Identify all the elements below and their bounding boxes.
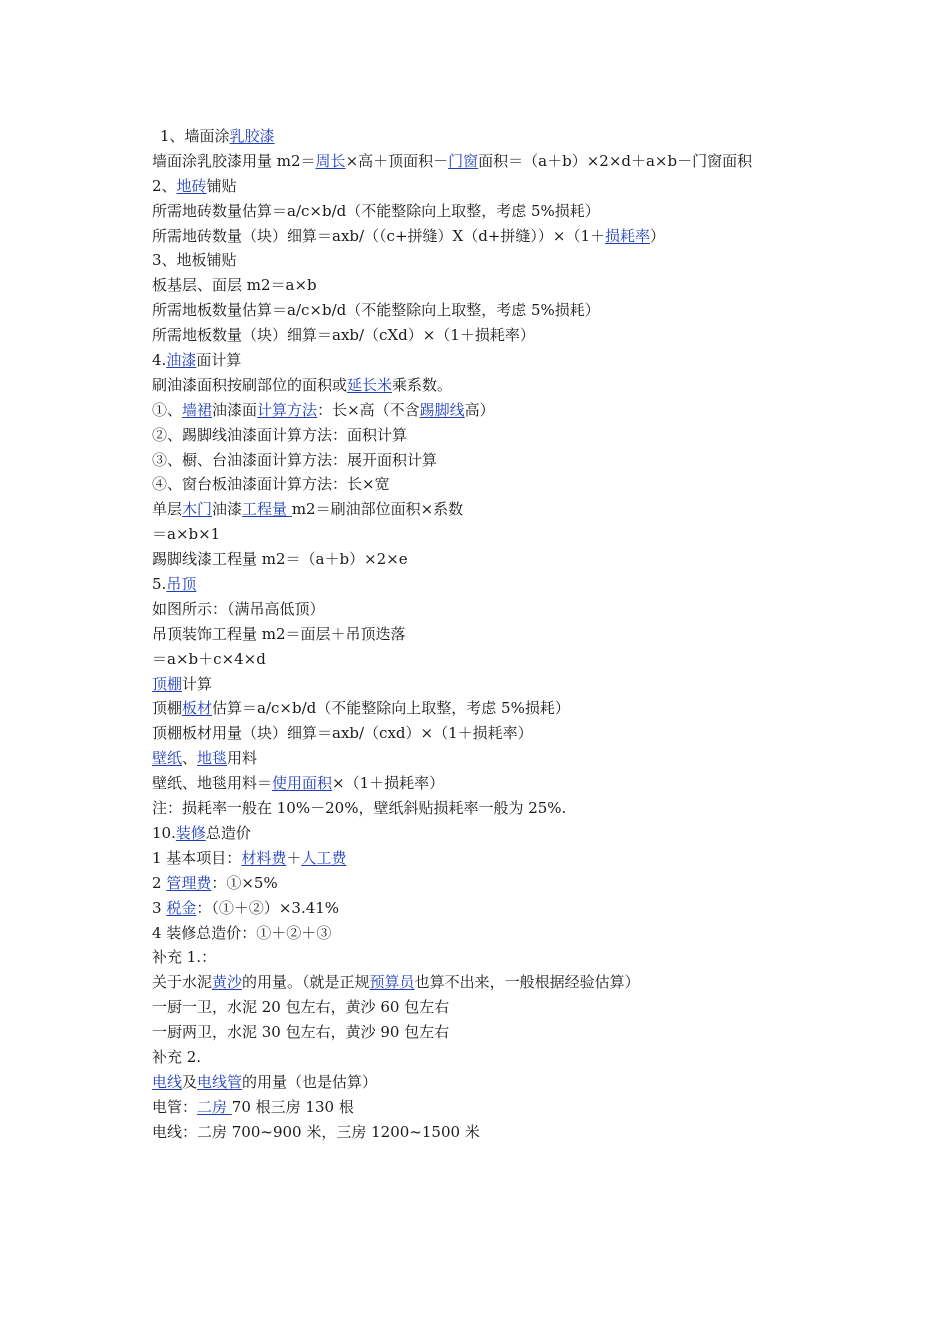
text-line xyxy=(152,995,852,1020)
text-segment: 板基层、面层 m2＝a×b xyxy=(152,276,317,295)
text-segment: ：（①＋②）×3.41% xyxy=(196,898,340,917)
term-link[interactable]: 电线管 xyxy=(197,1072,243,1091)
text-segment: 4 装修总造价：①＋②＋③ xyxy=(152,923,332,942)
text-segment: ③、橱、台油漆面计算方法：展开面积计算 xyxy=(152,450,438,469)
text-line xyxy=(152,1095,852,1120)
term-link[interactable]: 踢脚线 xyxy=(419,400,465,419)
text-segment: 高） xyxy=(464,400,495,419)
text-line xyxy=(152,622,852,647)
text-segment: 乘系数。 xyxy=(392,375,453,394)
text-line xyxy=(152,1045,852,1070)
text-segment: 面积＝（a＋b）×2×d＋a×b－门窗面积 xyxy=(478,151,753,170)
term-link[interactable]: 木门 xyxy=(182,500,213,519)
text-segment: ＝a×b×1 xyxy=(152,525,221,544)
text-segment: 补充 2. xyxy=(152,1047,202,1066)
text-segment: 电管： xyxy=(152,1097,198,1116)
text-line xyxy=(152,199,852,224)
text-line xyxy=(152,472,852,497)
text-segment: 注：损耗率一般在 10%－20%，壁纸斜贴损耗率一般为 25%. xyxy=(152,799,567,818)
text-line xyxy=(152,647,852,672)
term-link[interactable]: 墙裙 xyxy=(182,400,213,419)
term-link[interactable]: 板材 xyxy=(182,699,213,718)
text-segment: ①、 xyxy=(152,400,183,419)
text-segment: 一厨两卫，水泥 30 包左右，黄沙 90 包左右 xyxy=(152,1023,450,1042)
term-link[interactable]: 人工费 xyxy=(301,848,347,867)
text-line xyxy=(152,174,852,199)
text-segment: ×高＋顶面积－ xyxy=(345,151,449,170)
text-line xyxy=(152,821,852,846)
text-line xyxy=(152,124,852,149)
text-segment: 也算不出来，一般根据经验估算） xyxy=(414,973,640,992)
text-segment: 油漆面 xyxy=(212,400,258,419)
text-segment: 顶棚 xyxy=(152,699,183,718)
text-line xyxy=(152,921,852,946)
text-segment: 墙面涂乳胶漆用量 m2＝ xyxy=(152,151,316,170)
term-link[interactable]: 延长米 xyxy=(347,375,393,394)
text-line xyxy=(152,373,852,398)
term-link[interactable]: 二房 xyxy=(197,1097,232,1116)
text-line xyxy=(152,597,852,622)
term-link[interactable]: 地砖 xyxy=(176,176,207,195)
text-line xyxy=(152,348,852,373)
term-link[interactable]: 门窗 xyxy=(448,151,479,170)
text-segment: 1 基本项目： xyxy=(152,848,242,867)
text-line xyxy=(152,572,852,597)
text-segment: 10. xyxy=(152,823,176,842)
text-segment: m2＝刷油部位面积×系数 xyxy=(291,500,464,519)
text-segment: 70 根三房 130 根 xyxy=(231,1097,354,1116)
text-segment: 吊顶装饰工程量 m2＝面层＋吊顶迭落 xyxy=(152,624,406,643)
text-segment: 顶棚板材用量（块）细算＝axb/（cxd）×（1＋损耗率） xyxy=(152,724,533,743)
text-line xyxy=(152,547,852,572)
text-segment: 所需地砖数量估算＝a/c×b/d（不能整除向上取整，考虑 5%损耗） xyxy=(152,201,600,220)
text-segment: 踢脚线漆工程量 m2＝（a＋b）×2×e xyxy=(152,550,408,569)
term-link[interactable]: 周长 xyxy=(315,151,346,170)
text-segment: 壁纸、地毯用料＝ xyxy=(152,774,273,793)
text-segment: 如图所示：（满吊高低顶） xyxy=(152,599,325,618)
text-segment: 油漆 xyxy=(212,500,243,519)
term-link[interactable]: 材料费 xyxy=(241,848,287,867)
term-link[interactable]: 税金 xyxy=(166,898,197,917)
text-line xyxy=(152,1070,852,1095)
text-line xyxy=(152,273,852,298)
term-link[interactable]: 装修 xyxy=(175,823,206,842)
text-segment: 总造价 xyxy=(205,823,251,842)
text-segment: 用料 xyxy=(227,749,258,768)
text-segment: 一厨一卫，水泥 20 包左右，黄沙 60 包左右 xyxy=(152,998,450,1017)
text-line xyxy=(152,398,852,423)
text-line xyxy=(152,796,852,821)
text-segment: ＋ xyxy=(286,848,302,867)
text-segment: ） xyxy=(650,226,666,245)
text-line xyxy=(152,746,852,771)
text-segment: 电线：二房 700~900 米，三房 1200~1500 米 xyxy=(152,1122,480,1141)
text-line xyxy=(152,721,852,746)
text-segment: 5. xyxy=(152,575,167,594)
term-link[interactable]: 地毯 xyxy=(197,749,228,768)
text-line xyxy=(152,672,852,697)
term-link[interactable]: 工程量 xyxy=(242,500,292,519)
term-link[interactable]: 油漆 xyxy=(166,351,197,370)
text-line xyxy=(152,945,852,970)
term-link[interactable]: 黄沙 xyxy=(212,973,243,992)
text-segment: 的用量（也是估算） xyxy=(242,1072,378,1091)
text-line xyxy=(152,149,852,174)
text-segment: 所需地砖数量（块）细算＝axb/（（c+拼缝）X（d+拼缝））×（1＋ xyxy=(152,226,605,245)
document-body xyxy=(152,124,852,1145)
text-line xyxy=(152,696,852,721)
text-segment: 计算 xyxy=(182,674,213,693)
term-link[interactable]: 顶棚 xyxy=(152,674,183,693)
term-link[interactable]: 预算员 xyxy=(369,973,415,992)
text-segment: 估算＝a/c×b/d（不能整除向上取整，考虑 5%损耗） xyxy=(212,699,570,718)
text-segment: 1、墙面涂 xyxy=(160,127,230,145)
text-line xyxy=(152,298,852,323)
text-segment: 及 xyxy=(182,1072,198,1091)
text-segment: ：长×高（不含 xyxy=(317,400,420,419)
text-segment: ×（1＋损耗率） xyxy=(332,774,445,793)
text-line xyxy=(152,448,852,473)
term-link[interactable]: 壁纸 xyxy=(152,749,183,768)
text-segment: ：①×5% xyxy=(211,873,278,892)
text-segment: ＝a×b＋c×4×d xyxy=(152,649,266,668)
text-segment: 、 xyxy=(182,749,198,768)
text-line xyxy=(152,522,852,547)
text-line xyxy=(152,224,852,249)
text-segment: 2、 xyxy=(152,176,177,195)
term-link[interactable]: 吊顶 xyxy=(166,575,197,594)
text-segment: ④、窗台板油漆面计算方法：长×宽 xyxy=(152,475,390,494)
text-line xyxy=(152,323,852,348)
term-link[interactable]: 乳胶漆 xyxy=(229,127,275,145)
text-segment: 面计算 xyxy=(196,351,242,370)
text-segment: 所需地板数量估算＝a/c×b/d（不能整除向上取整，考虑 5%损耗） xyxy=(152,301,600,320)
text-line xyxy=(152,846,852,871)
text-line xyxy=(152,896,852,921)
text-line xyxy=(152,248,852,273)
text-line xyxy=(152,1020,852,1045)
term-link[interactable]: 使用面积 xyxy=(272,774,333,793)
text-line xyxy=(152,423,852,448)
text-segment: 2 xyxy=(152,873,167,892)
text-line xyxy=(152,871,852,896)
text-segment: 刷油漆面积按刷部位的面积或 xyxy=(152,375,348,394)
text-segment: 所需地板数量（块）细算＝axb/（cXd）×（1＋损耗率） xyxy=(152,326,535,345)
term-link[interactable]: 电线 xyxy=(152,1072,183,1091)
term-link[interactable]: 计算方法 xyxy=(257,400,318,419)
text-segment: ②、踢脚线油漆面计算方法：面积计算 xyxy=(152,425,408,444)
text-segment: 关于水泥 xyxy=(152,973,213,992)
text-line xyxy=(152,1120,852,1145)
text-segment: 4. xyxy=(152,351,167,370)
text-segment: 单层 xyxy=(152,500,183,519)
text-segment: 铺贴 xyxy=(206,176,237,195)
text-segment: 3 xyxy=(152,898,167,917)
term-link[interactable]: 管理费 xyxy=(166,873,212,892)
text-line xyxy=(152,497,852,522)
text-segment: 3、地板铺贴 xyxy=(152,251,237,270)
text-segment: 补充 1.： xyxy=(152,948,217,967)
text-line xyxy=(152,970,852,995)
text-segment: 的用量。（就是正规 xyxy=(242,973,370,992)
text-line xyxy=(152,771,852,796)
term-link[interactable]: 损耗率 xyxy=(605,226,651,245)
